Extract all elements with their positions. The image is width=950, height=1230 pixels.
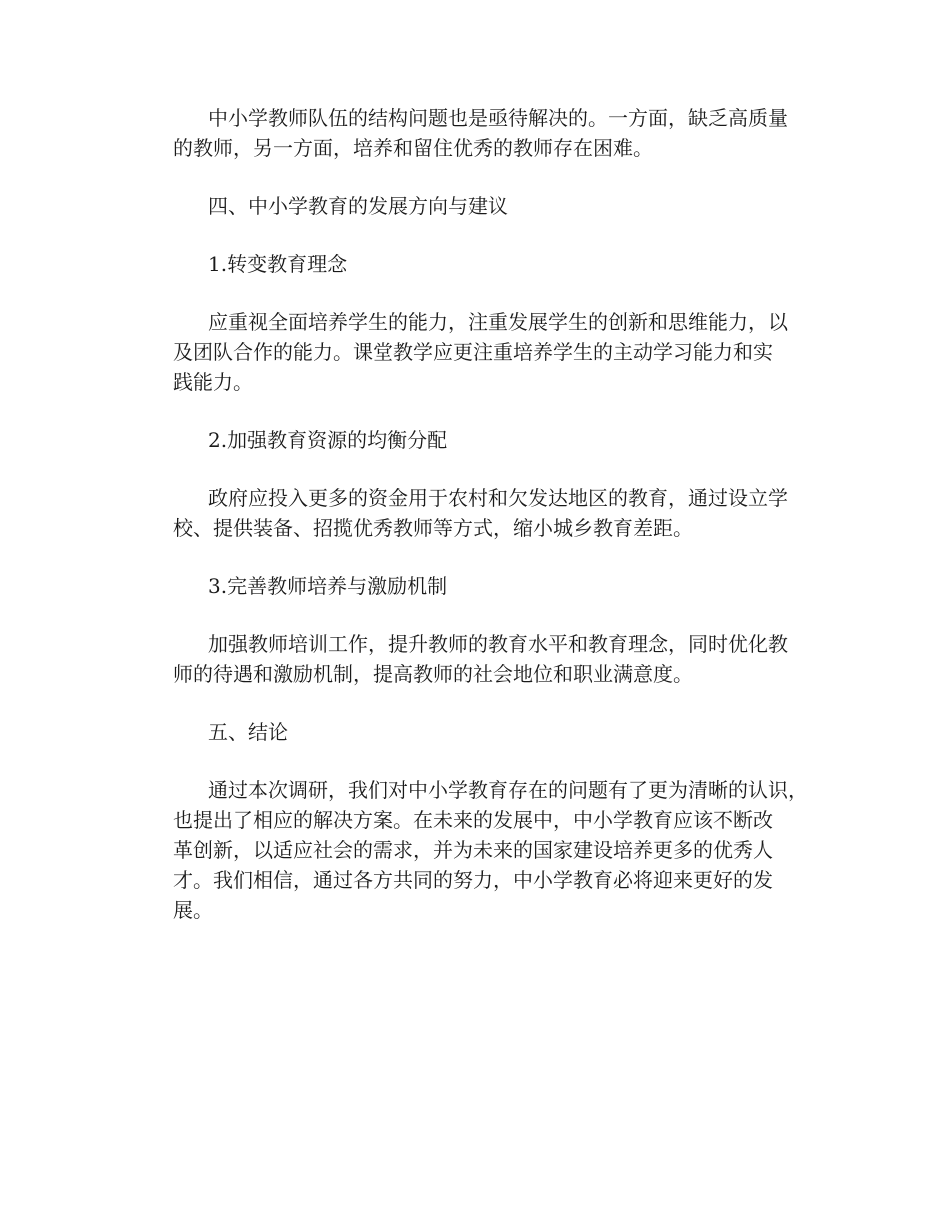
paragraph-line: 通过本次调研，我们对中小学教育存在的问题有了更为清晰的认识，: [208, 778, 808, 802]
paragraph-line: 践能力。: [173, 370, 253, 394]
heading-line: 四、中小学教育的发展方向与建议: [208, 194, 508, 218]
paragraph-line: 及团队合作的能力。课堂教学应更注重培养学生的主动学习能力和实: [173, 340, 773, 364]
paragraph-line: 政府应投入更多的资金用于农村和欠发达地区的教育，通过设立学: [208, 486, 788, 510]
paragraph-line: 中小学教师队伍的结构问题也是亟待解决的。一方面，缺乏高质量: [208, 106, 788, 130]
paragraph-line: 也提出了相应的解决方案。在未来的发展中，中小学教育应该不断改: [173, 808, 773, 832]
section-heading-development: [138, 191, 838, 221]
paragraph-teacher-structure: [138, 103, 838, 163]
paragraph-line: 的教师，另一方面，培养和留住优秀的教师存在困难。: [173, 136, 653, 160]
subheading-change-philosophy: [138, 249, 838, 279]
paragraph-conclusion: [138, 775, 838, 925]
paragraph-line: 展。: [173, 898, 213, 922]
heading-line: 2.加强教育资源的均衡分配: [208, 428, 448, 452]
paragraph-teacher-incentive: [138, 629, 838, 689]
paragraph-line: 加强教师培训工作，提升教师的教育水平和教育理念，同时优化教: [208, 632, 788, 656]
section-heading-conclusion: [138, 717, 838, 747]
heading-line: 3.完善教师培养与激励机制: [208, 574, 448, 598]
heading-line: 1.转变教育理念: [208, 252, 348, 276]
paragraph-line: 才。我们相信，通过各方共同的努力，中小学教育必将迎来更好的发: [173, 868, 773, 892]
document-body: [138, 103, 838, 953]
subheading-teacher-incentive: [138, 571, 838, 601]
subheading-resource-balance: [138, 425, 838, 455]
paragraph-line: 师的待遇和激励机制，提高教师的社会地位和职业满意度。: [173, 662, 693, 686]
paragraph-change-philosophy: [138, 307, 838, 397]
heading-line: 五、结论: [208, 720, 288, 744]
paragraph-resource-balance: [138, 483, 838, 543]
paragraph-line: 革创新，以适应社会的需求，并为未来的国家建设培养更多的优秀人: [173, 838, 773, 862]
paragraph-line: 应重视全面培养学生的能力，注重发展学生的创新和思维能力，以: [208, 310, 788, 334]
paragraph-line: 校、提供装备、招揽优秀教师等方式，缩小城乡教育差距。: [173, 516, 693, 540]
